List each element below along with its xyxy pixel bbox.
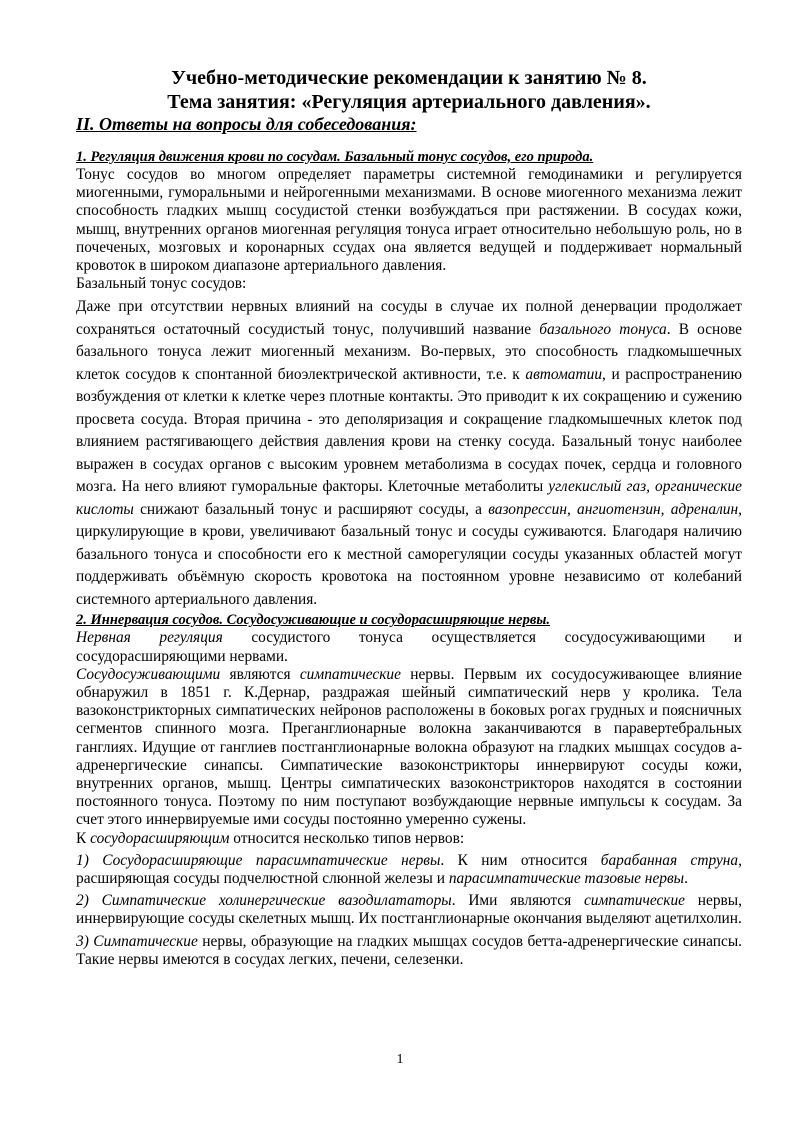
list-item-3: 3) Симпатические нервы, образующие на гладких мышцах сосудов бетта-адренергические синапсы. Такие нервы имеются в сосудах легких, печени, селезенки. — [76, 932, 743, 968]
q1-paragraph-1: Тонус сосудов во многом определяет параметры системной гемодинамики и регулируется миогенными, гуморальными и нейрогенными механизмами. В основе миогенного механизма лежит способность гладких мышц сосудистой стенки возбуждаться при растяжении. В сосудах кожи, мышц, внутренних органов миогенная регуляция тонуса играет относительно небольшую роль, но в почеченых, мозговых и коронарных ссудах она является ведущей и поддерживает нормальный кровоток в широком диапазоне артериального давления. — [76, 166, 742, 275]
document-page — [76, 66, 742, 969]
question-2-heading: 2. Иннервация сосудов. Сосудосуживающие и сосудорасширяющие нервы. — [76, 612, 551, 629]
page-number: 1 — [396, 1052, 404, 1067]
q2-paragraph-3: К сосудорасширяющим относится несколько типов нервов: — [76, 829, 465, 847]
section-heading: II. Ответы на вопросы для собеседования: — [76, 114, 417, 134]
q2-paragraph-2: Сосудосуживающими являются симпатические нервы. Первым их сосудосуживающее влияние обнаружил в 1851 г. К.Дернар, раздражая шейный симпатический нерв у кролика. Тела вазоконстрикторных симпатических нейронов расположены в боковых рогах грудных и поясничных сегментов спинного мозга. Преганглионарные волокна заканчиваются в паравертебральных ганглиях. Идущие от ганглиев постганглионарные волокна образуют на гладких мышцах сосудов а-адренергические синапсы. Симпатические вазоконстрикторы иннервируют сосуды кожи, внутренних органов, мышц. Центры симпатических вазоконстрикторов находятся в состоянии постоянного тонуса. Поэтому по ним поступают возбуждающие нервные импульсы к сосудам. За счет этого иннервируемые ими сосуды постоянно умеренно сужены. — [76, 665, 743, 829]
title-line-1: Учебно-методические рекомендации к занятию № 8. — [171, 67, 647, 89]
q1-paragraph-2: Базальный тонус сосудов: — [76, 275, 247, 293]
list-item-2: 2) Симпатические холинергические вазодилататоры. Ими являются симпатические нервы, иннервирующие сосуды скелетных мышц. Их постганглионарные окончания выделяют ацетилхолин. — [76, 892, 742, 928]
title-line-2: Тема занятия: «Регуляция артериального давления». — [167, 91, 651, 113]
document-title — [76, 66, 742, 114]
question-1-heading: 1. Регуляция движения крови по сосудам. Базальный тонус сосудов, его природа. — [76, 149, 594, 165]
q1-paragraph-3: Даже при отсутствии нервных влияний на сосуды в случае их полной денервации продолжает сохраняться остаточный сосудистый тонус, получивший название базального тонуса. В основе базального тонуса лежит миогенный механизм. Во-первых, это способность гладкомышечных клеток сосудов к спонтанной биоэлектрической активности, т.е. к автоматии, и распространению возбуждения от клетки к клетке через плотные контакты. Это приводит к их сокращению и сужению просвета сосуда. Вторая причина - это деполяризация и сокращение гладкомышечных клеток под влиянием растягивающего действия давления крови на стенку сосуда. Базальный тонус наиболее выражен в сосудах органов с высоким уровнем метаболизма в сосудах почек, сердца и головного мозга. На него влияют гуморальные факторы. Клеточные метаболиты углекислый газ, органические кислоты снижают базальный тонус и расширяют сосуды, а вазопрессин, ангиотензин, адреналин, циркулирующие в крови, увеличивают базальный тонус и сосуды суживаются. Благодаря наличию базального тонуса и способности его к местной саморегуляции сосуды указанных областей могут поддерживать объёмную скорость кровотока на постоянном уровне независимо от колебаний системного артериального давления. — [76, 298, 742, 608]
q2-paragraph-1: Нервная регуляция сосудистого тонуса осуществляется сосудосуживающими и сосудорасширяющими нервами. — [76, 629, 742, 665]
list-item-1: 1) Сосудорасширяющие парасимпатические нервы. К ним относится барабанная струна, расширяющая сосуды подчелюстной слюнной железы и парасимпатические тазовые нервы. — [76, 851, 742, 888]
